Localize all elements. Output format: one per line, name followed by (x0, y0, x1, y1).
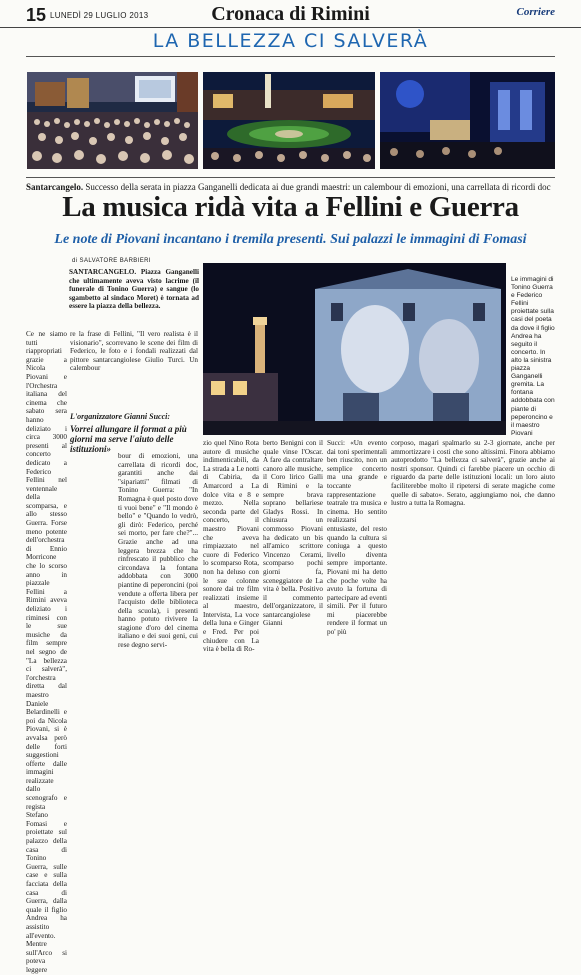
photo-caption: Le immagini di Tonino Guerra e Federico Fellini proiettate sulla casi del poeta da dove il figlio Andrea ha seguito il concerto. In alto la sinistra piazza Ganganelli gremita. La fontana addobbata con piante di peperoncino e il maestro Piovani (511, 276, 555, 437)
theme-title: LA BELLEZZA CI SALVERÀ (152, 30, 429, 52)
article-column-1: Ce ne siamo tutti riappropriati grazie a Nicola Piovani e l'Orchestra italiana del cinema che sabato sera hanno deliziato i circa 3000 presenti al concerto dedicato a Federico Fellini nel ventennale della scomparsa, e allo stesso Guerra. Forse meno potente dell'orchestra di Ennio Morricone che lo scorso anno in piazzale Fellini a Rimini aveva deliziato i riminesi con le sue musiche da film sempre nel segno de "La bellezza ci salverà", l'orchestra diretta dal maestro Daniele Belardinelli e poi da Nicola Piovani, si è avvalsa però delle forti suggestioni offerte dalle immagini realizzate dallo scenografo e regista Stefano Fomasi e proiettate sul palazzo della casa di Tonino Guerra, sulle case e sulla facciata della casa di Guerra, dalla quale il figlio Andrea ha assistito all'evento. Mentre sull'Arco si poteva leggere (26, 330, 67, 974)
page-number: 15 (26, 5, 47, 25)
kicker-text: Successo della serata in piazza Ganganelli dedicata ai due grandi maestri: un calembour di emozioni, una carrellata di ricordi doc (83, 182, 551, 192)
kicker-place: Santarcangelo. (26, 182, 84, 192)
concert-projection-photo (203, 263, 506, 435)
article-lede: SANTARCANGELO. Piazza Ganganelli che ultimamente aveva visto lacrime (il funerale di Tonino Guerra) e sangue (lo sgambetto al sindaco Moret) è tornata ad essere la piazza della bellezza. (69, 268, 199, 311)
article-column-2b: bour di emozioni, una carrellata di ricordi doc, garantiti anche dai "sipariatti" filmati di Tonino Guerra: "In Romagna è quel posto dove ti vuoi bene" e "Il mondo è bello" e "Quando lo vedrò, gli dirò: Federico, perché sei morto, per fare che?"... Grazie anche ad una leggera brezza che ha rinfrescato il pubblico che circondava la fontana addobbata con 3000 piantine di peperoncini (poi vendute a offerta libera per l'acquisto delle biblioteca della scuola), i presenti hanno potuto rivivere la stagione d'oro del cinema italiano e dei suoi geni, cui rese degno servi- (118, 452, 198, 650)
subheadline: Le note di Piovani incantano i tremila presenti. Sui palazzi le immagini di Fomasi (54, 232, 527, 247)
article-column-2a: re la frase di Fellini, "Il vero realista è il visionario", scorrevano le scene dei film di Federico, le foto e i fondali realizzati dal pittore santarcangiolese Giulio Turci. Un calembour (70, 330, 198, 373)
divider (26, 177, 555, 178)
stage-photo (380, 72, 555, 169)
divider (26, 56, 555, 57)
page-date: LUNEDÌ 29 LUGLIO 2013 (50, 11, 149, 20)
pull-quote-text: Vorrei allungare il format a più giorni ma serve l'aiuto delle istituzioni» (70, 424, 187, 454)
newspaper-logo: Corriere (516, 6, 555, 18)
fountain-photo (203, 72, 375, 169)
crowd-photo (27, 72, 198, 169)
article-column-3: zio quel Nino Rota autore di musiche indimenticabili, da La strada a Le notti di Cabiria, da Amarcord a La dolce vita e 8 e mezzo. Nella seconda parte del concerto, il maestro Piovani che aveva rimpiazzato nel cuore di Federico lo scomparso Rota, non ha deluso con le sue colonne sonore dai tre film realizzati insieme al maestro, Intervista, La voce della luna e Ginger e Fred. Per poi chiudere con La vita è bella di Ro- (203, 439, 259, 654)
article-column-5: Succi: «Un evento dai toni sperimentali ben riuscito, non un semplice concerto ma una grande e toccante rappresentazione teatrale tra musica e cinema. Ho sentito realizzarsi entusiaste, del resto quando la cultura si coniuga a questo livello diventa sempre importante. Piovani mi ha detto che poche volte ha avuto la fortuna di partecipare ad eventi simili. Per il futuro mi piacerebbe rendere il format un po' più (327, 439, 387, 637)
article-column-4: berto Benigni con il quale vinse l'Oscar. A fare da contraltare canoro alle musiche, il Coro lirico Galli di Rimini e la sempre brava soprano bellariese Gladys Rossi. In chiusura un commosso Piovani ha dedicato un bis all'amico scrittore Vincenzo Cerami, scomparso pochi giorni fa, sceneggiatore de La vita è bella. Positivo il commento dell'organizzatore, il santarcangiolese Gianni (263, 439, 323, 628)
byline: di SALVATORE BARBIERI (72, 258, 151, 264)
section-title: Cronaca di Rimini (211, 3, 370, 25)
masthead (0, 0, 581, 28)
pull-quote-title: L'organizzatore Gianni Succi: (70, 412, 171, 421)
headline: La musica ridà vita a Fellini e Guerra (62, 191, 519, 223)
pull-quote (70, 412, 198, 454)
article-column-6: corposo, magari spalmarlo su 2-3 giornate, anche per ammortizzare i costi che sono altissimi. Finora abbiamo autoprodotto "La bellezza ci salverà", grazie anche ai nostri sponsor. Quindi ci farebbe piacere un occhio di riguardo da parte delle istituzioni locali: un loro aiuto faciliterebbe molto il ripetersi di serate magiche come quelle di sabato». Serato, aggiungiamo noi, che danno lustro a tutta la Romagna. (391, 439, 555, 508)
